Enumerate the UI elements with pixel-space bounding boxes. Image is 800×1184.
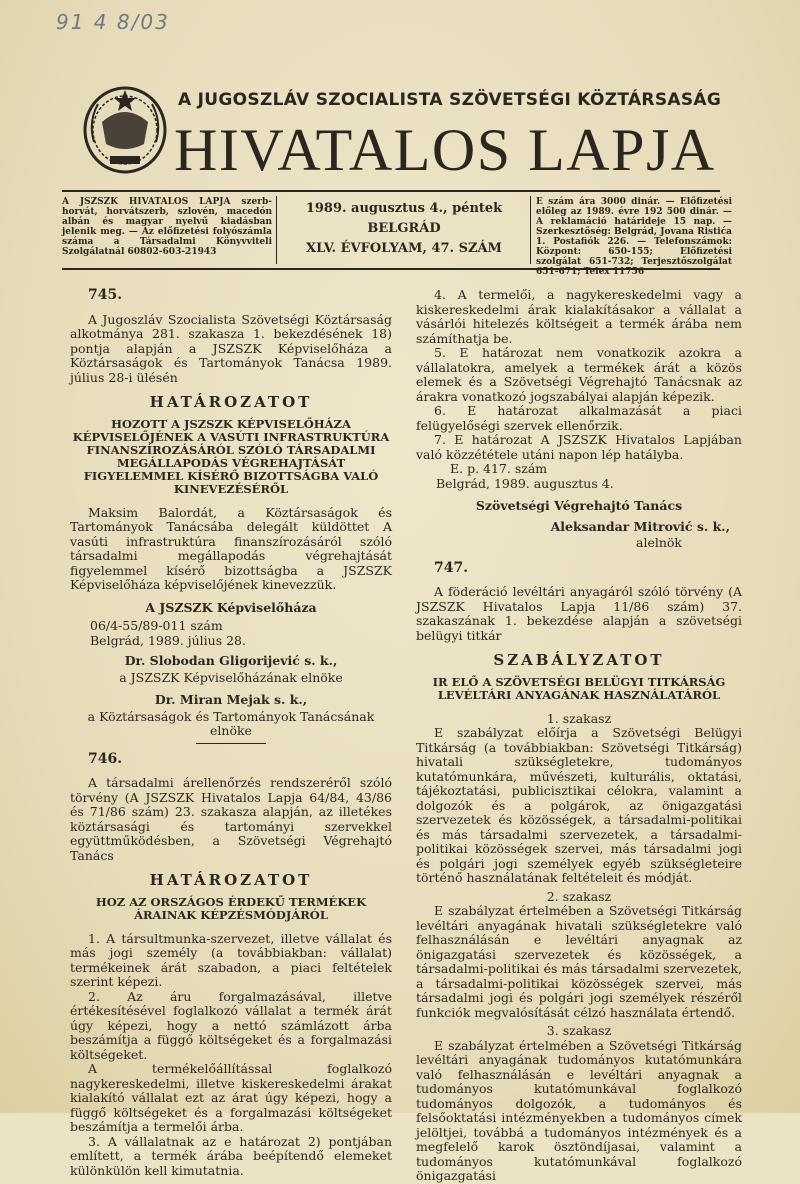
section-title: 3. szakasz — [546, 1023, 612, 1038]
item-number-746: 746. — [88, 750, 123, 767]
paragraph: E szabályzat értelmében a Szövetségi Titkárság levéltári anyagának tudományos kutatómunkára való felhasználásán e levéltári anyagnak a tudományos kutatómunkával foglalkozó tudományos dolgozók, a tudományos és felsőoktatási intézményekben a tudományos címek jelöltjei, továbbá a tudományos intézmények és a megfelelő karok ösztöndíjasai, valamint a tudományos kutatómunkával foglalkozó önigazgatási — [416, 1037, 742, 1183]
paragraph: A föderáció levéltári anyagáról szóló törvény (A JSZSZK Hivatalos Lapja 11/86 szám) 37. szakaszának 1. bekezdése alapján a szövetségi belügyi titkár — [416, 584, 742, 643]
signatory-role: alelnök — [636, 535, 682, 550]
paragraph: A Jugoszláv Szocialista Szövetségi Köztársaság alkotmánya 281. szakasza 1. bekezdésének 18) pontja alapján a JSZSZK Képviselőháza a Köztársaságok és Tartományok Tanácsa 1989. július 28-i ülésén — [70, 311, 392, 385]
header-subscription-info: A JSZSZK HIVATALOS LAPJA szerb-horvát, horvátszerb, szlovén, macedón albán és magyar nyelvű kiadásban jelenik meg. — Az előfizetési folyószámla száma a Társadalmi Könyvviteli Szolgálatnál 60802-603-21943 — [62, 197, 272, 257]
paragraph: 6. E határozat alkalmazását a piaci felügyelőségi szervek ellenőrzik. — [416, 403, 742, 433]
paragraph: E szabályzat értelmében a Szövetségi Titkárság levéltári anyagának hivatali szükségletekre való felhasználásán e levéltári anyagnak az önigazgatási szervezetek és közösségek, a társadalmi-politikai és más társadalmi szervezetek, a társadalmi-politikai közösségek szervei, más társadalmi jogi és polgári jogi személyek részéről funkciók megvalósítását célzó használata értendő. — [416, 903, 742, 1020]
paragraph: 5. E határozat nem vonatkozik azokra a vállalatokra, amelyek a termékek árát a közös elemek és a Szövetségi Végrehajtó Tanácsnak az árakra vonatkozó jogszabályai alapján képezik. — [416, 345, 742, 404]
header-divider-left — [276, 196, 277, 264]
reference-number: 06/4-55/89-011 szám — [90, 618, 223, 633]
issue-volume: XLV. ÉVFOLYAM, 47. SZÁM — [306, 241, 502, 256]
header-rule-top — [62, 190, 720, 192]
signing-body: Szövetségi Végrehajtó Tanács — [475, 498, 683, 513]
reference-number: E. p. 417. szám — [450, 461, 548, 476]
decision-heading: HATÁROZATOT — [149, 871, 313, 889]
right-column — [416, 288, 742, 1184]
handwritten-note: 91 4 8/03 — [56, 10, 170, 34]
signatory-role: a Köztársaságok és Tartományok Tanácsának elnöke — [87, 708, 375, 738]
header-issue-info — [282, 200, 526, 260]
reference-place-date: Belgrád, 1989. augusztus 4. — [436, 475, 614, 491]
paragraph: 3. A vállalatnak az e határozat 2) pontjában említett, a termék árába beépítendő elemeket különkülön kell kimutatnia. — [70, 1133, 392, 1178]
regulation-title: IR ELŐ A SZÖVETSÉGI BELÜGYI TITKÁRSÁG LEVÉLTÁRI ANYAGÁNAK HASZNÁLATÁRÓL — [432, 674, 726, 702]
header-price-info: E szám ára 3000 dinár. — Előfizetési előleg az 1989. évre 192 500 dinár. — A reklamáció határideje 15 nap. — Szerkesztőség: Belgrád, Jovana Ristića 1. Postafiók 226. — Telefonszámok: Központ: 650-155; Előfizetési szolgálat 651-732; Terjesztőszolgálat 651-671; Telex 11756 — [536, 197, 732, 277]
paragraph: 2. Az áru forgalmazásával, illetve értékesítésével foglalkozó vállalat a termék árát úgy képezi, hogy a nettó számlázott árba beszámítja a függő költségeket és a forgalmazási költségeket. — [70, 988, 392, 1062]
paragraph: E szabályzat előírja a Szövetségi Belügyi Titkárság (a továbbiakban: Szövetségi Titkárság) hivatali szükségletekre, tudományos kutatómunkára, művészeti, kulturális, oktatási, tájékoztatási, publicisztikai célokra, valamint a dolgozók és a polgárok, az önigazgatási szervezetek és közösségek, a társadalmi-politikai és más társadalmi szervezetek, a társadalmi-politikai közösségek szervei, más társadalmi jogi és polgári jogi személyek egyéb szükségleteire történő használatának feltételeit és módját. — [416, 725, 742, 885]
section-title: 2. szakasz — [546, 888, 612, 904]
section-title: 1. szakasz — [546, 710, 612, 726]
reference-place-date: Belgrád, 1989. július 28. — [90, 632, 246, 648]
signatory-name: Aleksandar Mitrović s. k., — [550, 518, 730, 534]
masthead-title: HIVATALOS LAPJA — [174, 117, 716, 183]
paragraph: 7. E határozat A JSZSZK Hivatalos Lapjában való közzététele utáni napon lép hatályba. — [416, 432, 742, 462]
signatory-name: Dr. Miran Mejak s. k., — [154, 692, 308, 707]
issue-date: 1989. augusztus 4., péntek — [305, 201, 503, 216]
paragraph: A termékelőállítással foglalkozó nagykereskedelmi, illetve kiskereskedelmi árakat kialakító vállalat ezt az árat úgy képezi, hogy a függő költségeket és a forgalmazási költségeket beszámítja a termelői árba. — [70, 1061, 392, 1134]
item-number-747: 747. — [434, 559, 469, 576]
signing-body: A JSZSZK Képviselőháza — [145, 599, 317, 615]
state-emblem-icon — [80, 82, 170, 177]
paragraph: Maksim Balordát, a Köztársaságok és Tartományok Tanácsába delegált küldöttet A vasúti infrastruktúra finanszírozásáról szóló társadalmi megállapodás végrehajtását figyelemmel kísérő bizottságba a JSZSZK Képviselőháza képviselőjének kinevezzük. — [70, 504, 392, 592]
issue-place: BELGRÁD — [367, 221, 441, 236]
signatory-name: Dr. Slobodan Gligorijević s. k., — [124, 653, 338, 668]
paragraph: 4. A termelői, a nagykereskedelmi vagy a kiskereskedelmi árak kialakításakor a vállalat a vásárlói hitelezés költségeit a termék árába nem számíthatja be. — [416, 287, 742, 346]
left-column — [70, 288, 392, 1178]
header-divider-right — [530, 196, 531, 264]
paragraph: 1. A társultmunka-szervezet, illetve vállalat és más jogi személy (a továbbiakban: vállalat) termékeinek árát szabadon, a piaci feltételek szerint képezi. — [70, 930, 392, 989]
item-number-745: 745. — [88, 287, 123, 303]
signatory-role: a JSZSZK Képviselőházának elnöke — [119, 669, 343, 685]
section-divider — [196, 743, 266, 744]
decision-heading: HATÁROZATOT — [149, 393, 313, 411]
decision-title: HOZOTT A JSZSZK KÉPVISELŐHÁZA KÉPVISELŐJÉNEK A VASÚTI INFRASTRUKTÚRA FINANSZÍROZÁSÁRÓL SZÓLÓ TÁRSADALMI MEGÁLLAPODÁS VÉGREHAJTÁSÁT FIGYELEMMEL KÍSÉRŐ BIZOTTSÁGBA VALÓ KINEVEZÉSÉRŐL — [72, 416, 390, 496]
masthead-supertitle: A JUGOSZLÁV SZOCIALISTA SZÖVETSÉGI KÖZTÁRSASÁG — [178, 90, 722, 110]
paragraph: A társadalmi árellenőrzés rendszeréről szóló törvény (A JSZSZK Hivatalos Lapja 64/84, 43/86 és 71/86 szám) 23. szakasza alapján, az illetékes köztársasági és tartományi szervekkel együttműködésben, a Szövetségi Végrehajtó Tanács — [70, 775, 392, 863]
regulation-heading: SZABÁLYZATOT — [493, 651, 665, 669]
decision-title: HOZ AZ ORSZÁGOS ÉRDEKŰ TERMÉKEK ÁRAINAK KÉPZÉSMÓDJÁRÓL — [95, 894, 367, 922]
header-rule-bottom — [62, 268, 720, 270]
